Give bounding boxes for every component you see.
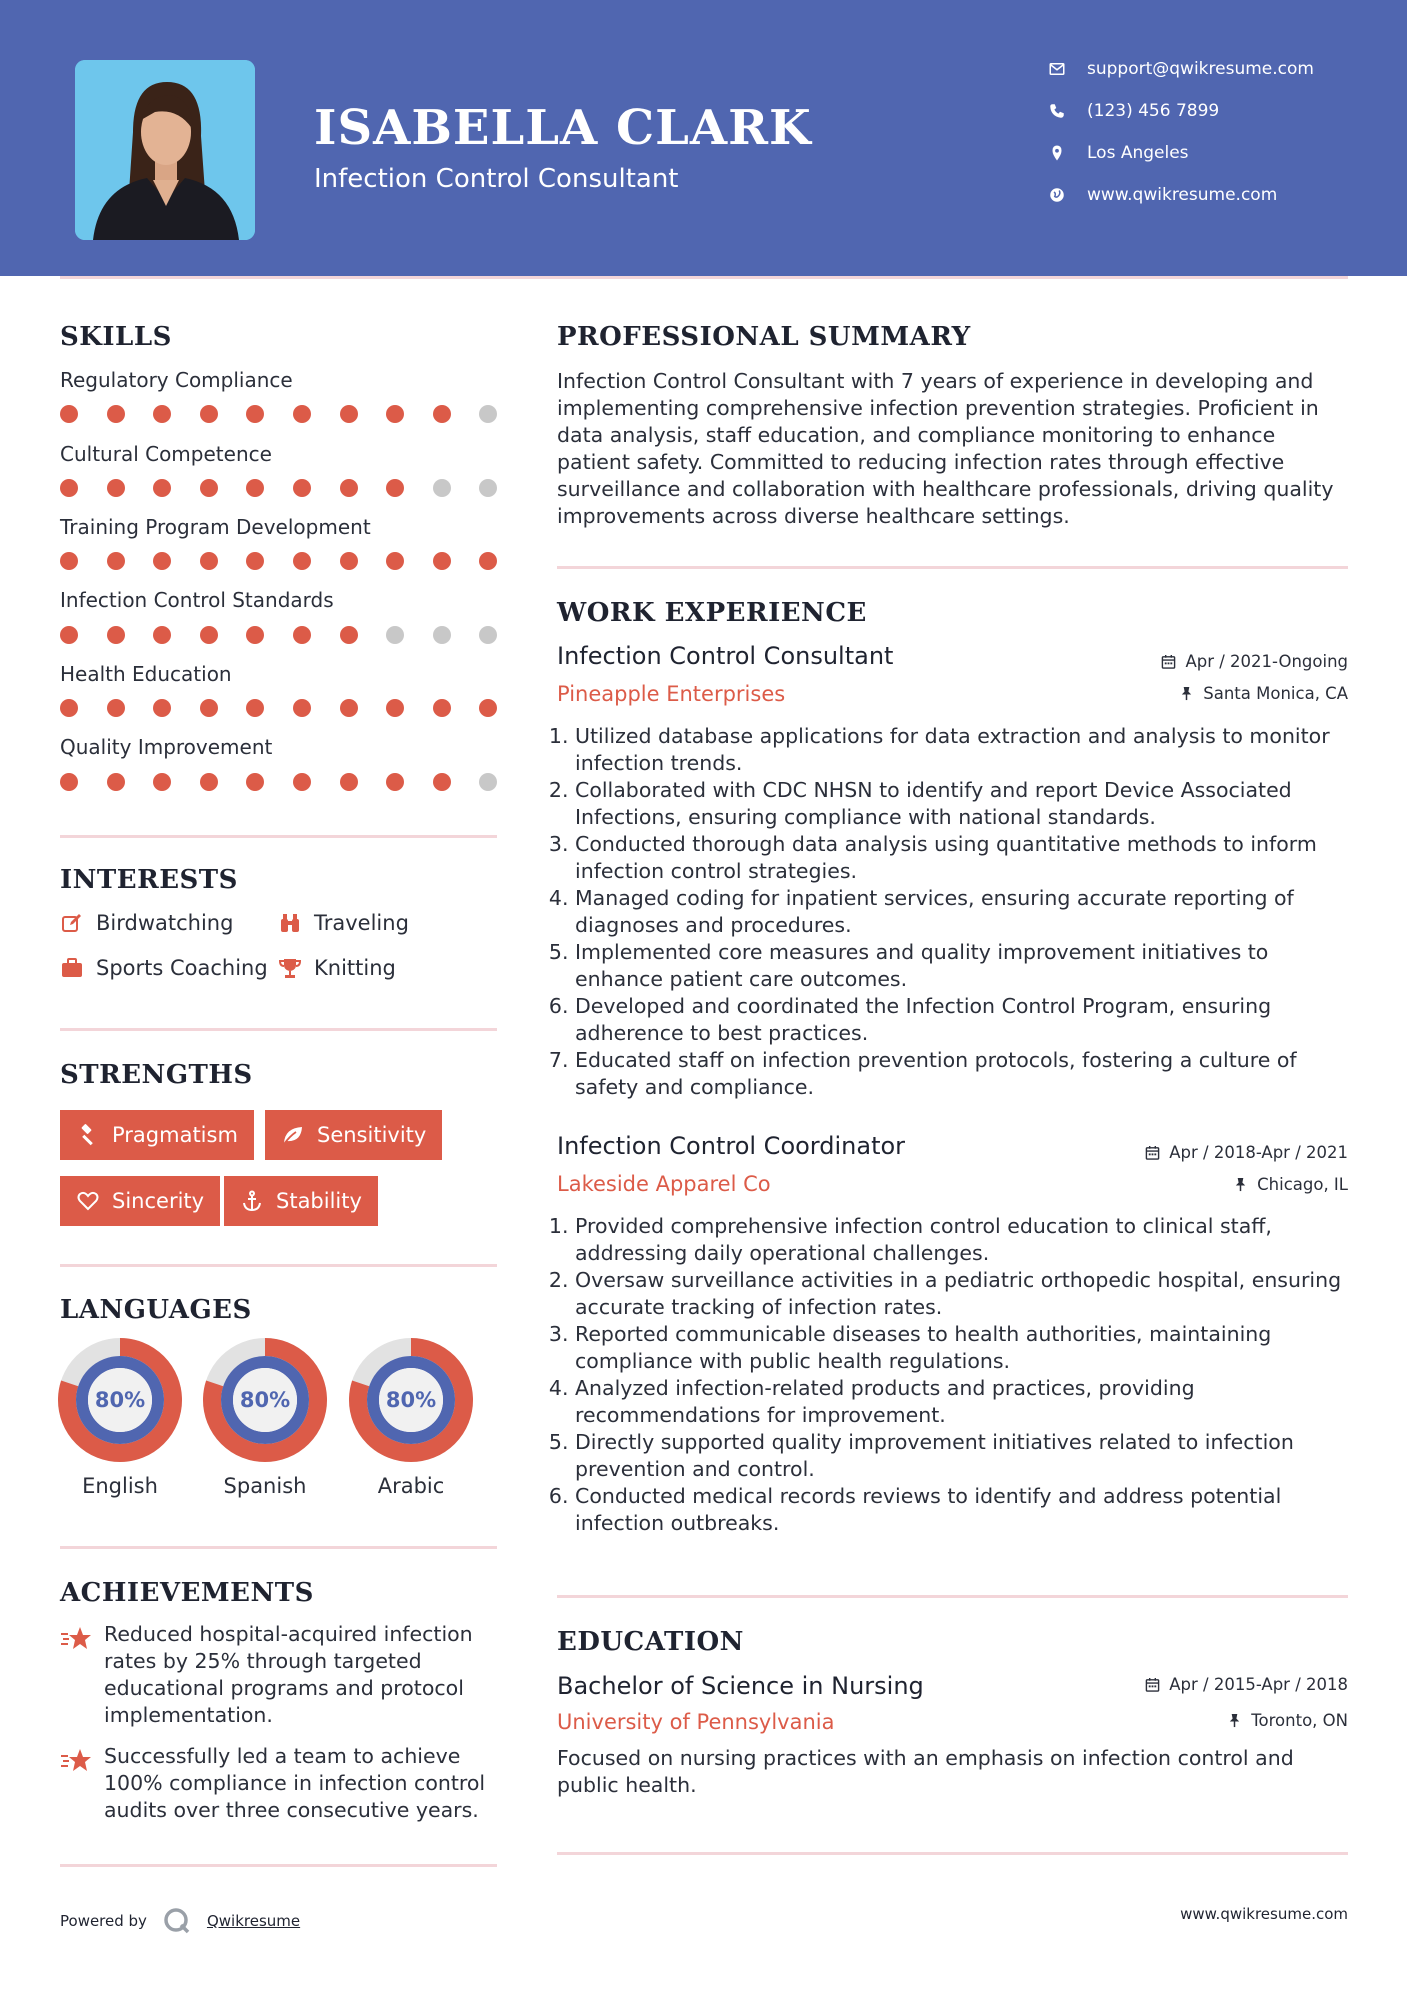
section-divider <box>557 566 1348 569</box>
calendar-icon <box>1161 654 1176 669</box>
language-gauge <box>349 1338 473 1462</box>
degree-title: Bachelor of Science in Nursing <box>557 1672 924 1700</box>
job-date-text: Apr / 2021-Ongoing <box>1185 652 1348 671</box>
language-name: Spanish <box>223 1474 307 1498</box>
skill-dot-filled <box>246 479 264 497</box>
duty-item: 5. Directly supported quality improvement initiatives related to infection prevention and control. <box>575 1429 1352 1483</box>
skill-dot-filled <box>293 479 311 497</box>
skill-rating <box>60 551 500 571</box>
contact-location-text: Los Angeles <box>1087 143 1189 163</box>
job-location <box>1233 1175 1348 1194</box>
strength-tag <box>60 1110 254 1160</box>
duty-item: 6. Developed and coordinated the Infection Control Program, ensuring adherence to best practices. <box>575 993 1352 1047</box>
skill-dot-filled <box>433 773 451 791</box>
duty-item: 1. Provided comprehensive infection control education to clinical staff, addressing daily operational challenges. <box>575 1213 1352 1267</box>
skill-dot-filled <box>433 405 451 423</box>
skill-rating <box>60 772 500 792</box>
strength-tag <box>265 1110 442 1160</box>
skill-dot-filled <box>200 699 218 717</box>
skill-dot-filled <box>107 699 125 717</box>
interest-item <box>60 911 233 935</box>
skill-dot-filled <box>246 773 264 791</box>
briefcase-icon <box>60 956 84 980</box>
pushpin-icon <box>1179 686 1194 701</box>
skill-dot-filled <box>60 773 78 791</box>
strength-tag <box>224 1176 378 1226</box>
skill-dot-filled <box>293 699 311 717</box>
job-duties <box>557 1213 1352 1537</box>
company-name: Pineapple Enterprises <box>557 682 786 706</box>
education-date-text: Apr / 2015-Apr / 2018 <box>1169 1675 1348 1694</box>
interest-item <box>278 911 409 935</box>
footer-powered-by <box>60 1905 300 1937</box>
duty-item: 2. Oversaw surveillance activities in a pediatric orthopedic hospital, ensuring accurate tracking of infection rates. <box>575 1267 1352 1321</box>
education-location <box>1227 1711 1348 1730</box>
skill-dot-filled <box>200 773 218 791</box>
strength-tag <box>60 1176 220 1226</box>
company-name: Lakeside Apparel Co <box>557 1172 771 1196</box>
interest-label: Traveling <box>314 911 409 935</box>
skill-dot-empty <box>479 626 497 644</box>
skill-name: Infection Control Standards <box>60 588 334 612</box>
duty-item: 6. Conducted medical records reviews to identify and address potential infection outbreaks. <box>575 1483 1352 1537</box>
skill-name: Cultural Competence <box>60 442 272 466</box>
skill-dot-filled <box>340 699 358 717</box>
star-badge-icon <box>60 1747 92 1775</box>
skill-dot-filled <box>60 405 78 423</box>
interest-item <box>60 956 268 980</box>
skill-dot-filled <box>153 479 171 497</box>
contact-email-text: support@qwikresume.com <box>1087 59 1314 79</box>
duty-item: 1. Utilized database applications for data extraction and analysis to monitor infection trends. <box>575 723 1352 777</box>
skill-name: Regulatory Compliance <box>60 368 293 392</box>
skill-dot-empty <box>433 626 451 644</box>
skill-dot-filled <box>107 479 125 497</box>
strength-label: Sincerity <box>112 1189 205 1213</box>
experience-heading: WORK EXPERIENCE <box>557 598 867 628</box>
skill-dot-filled <box>107 773 125 791</box>
strength-label: Sensitivity <box>317 1123 427 1147</box>
section-divider <box>60 1546 497 1549</box>
pencil-square-icon <box>60 911 84 935</box>
candidate-role: Infection Control Consultant <box>314 164 679 194</box>
language-gauge <box>58 1338 182 1462</box>
skill-dot-filled <box>340 405 358 423</box>
strength-label: Pragmatism <box>112 1123 238 1147</box>
gavel-icon <box>76 1123 100 1147</box>
pushpin-icon <box>1233 1177 1248 1192</box>
skill-dot-empty <box>433 479 451 497</box>
skill-rating <box>60 625 500 645</box>
skill-dot-filled <box>433 552 451 570</box>
strength-label: Stability <box>276 1189 362 1213</box>
skill-dot-filled <box>293 552 311 570</box>
skill-dot-filled <box>107 552 125 570</box>
qwikresume-logo-icon <box>161 1905 193 1937</box>
candidate-name: ISABELLA CLARK <box>314 100 812 156</box>
contact-phone[interactable] <box>1048 96 1219 126</box>
job-date <box>1145 1143 1348 1162</box>
job-title: Infection Control Coordinator <box>557 1132 906 1160</box>
skill-dot-filled <box>246 699 264 717</box>
skill-dot-filled <box>200 626 218 644</box>
education-location-text: Toronto, ON <box>1251 1711 1348 1730</box>
section-divider <box>557 1595 1348 1598</box>
language-percent: 80% <box>94 1388 146 1412</box>
leaf-icon <box>281 1123 305 1147</box>
skill-dot-filled <box>386 405 404 423</box>
footer-website-link[interactable]: www.qwikresume.com <box>1180 1905 1348 1923</box>
contact-website[interactable] <box>1048 180 1277 210</box>
calendar-icon <box>1145 1677 1160 1692</box>
duty-item: 3. Conducted thorough data analysis using quantitative methods to inform infection control strategies. <box>575 831 1352 885</box>
language-percent: 80% <box>239 1388 291 1412</box>
duty-item: 4. Managed coding for inpatient services, ensuring accurate reporting of diagnoses and procedures. <box>575 885 1352 939</box>
skill-rating <box>60 698 500 718</box>
calendar-icon <box>1145 1145 1160 1160</box>
job-location-text: Santa Monica, CA <box>1203 684 1348 703</box>
contact-phone-text: (123) 456 7899 <box>1087 101 1220 121</box>
contact-email[interactable] <box>1048 54 1314 84</box>
skill-dot-filled <box>200 405 218 423</box>
binoculars-icon <box>278 911 302 935</box>
location-pin-icon <box>1048 144 1066 162</box>
achievement-item <box>60 1743 500 1824</box>
skill-dot-filled <box>386 773 404 791</box>
skill-rating <box>60 404 500 424</box>
duty-item: 2. Collaborated with CDC NHSN to identify and report Device Associated Infections, ensuring compliance with national standards. <box>575 777 1352 831</box>
skill-dot-filled <box>293 626 311 644</box>
skill-dot-filled <box>107 405 125 423</box>
skill-dot-empty <box>479 479 497 497</box>
education-heading: EDUCATION <box>557 1627 744 1657</box>
skill-dot-filled <box>246 626 264 644</box>
achievements-heading: ACHIEVEMENTS <box>60 1578 314 1608</box>
strengths-heading: STRENGTHS <box>60 1060 253 1090</box>
resume-header <box>0 0 1407 276</box>
interest-item <box>278 956 396 980</box>
skill-dot-filled <box>479 699 497 717</box>
skill-dot-filled <box>60 699 78 717</box>
skill-dot-filled <box>153 773 171 791</box>
interest-label: Birdwatching <box>96 911 234 935</box>
skill-dot-filled <box>153 405 171 423</box>
duty-item: 7. Educated staff on infection prevention protocols, fostering a culture of safety and compliance. <box>575 1047 1352 1101</box>
education-date <box>1145 1675 1348 1694</box>
skill-name: Health Education <box>60 662 232 686</box>
section-divider <box>60 1864 497 1867</box>
skill-name: Quality Improvement <box>60 735 273 759</box>
qwikresume-link[interactable]: Qwikresume <box>206 1912 301 1930</box>
summary-text: Infection Control Consultant with 7 years of experience in developing and implementing comprehensive infection prevention strategies. Proficient in data analysis, staff education, and compliance monitoring to enhance patient safety. Committed to reducing infection rates through effective surveillance and collaboration with healthcare professionals, driving quality improvements across diverse healthcare settings. <box>557 369 1334 528</box>
achievement-text: Successfully led a team to achieve 100% compliance in infection control audits over three consecutive years. <box>104 1744 486 1822</box>
profile-photo <box>75 60 255 240</box>
skill-dot-empty <box>386 626 404 644</box>
skill-dot-filled <box>246 552 264 570</box>
globe-icon <box>1048 186 1066 204</box>
skill-dot-filled <box>433 699 451 717</box>
duty-item: 5. Implemented core measures and quality improvement initiatives to enhance patient care outcomes. <box>575 939 1352 993</box>
star-badge-icon <box>60 1625 92 1653</box>
skill-dot-filled <box>386 699 404 717</box>
job-duties <box>557 723 1352 1101</box>
skill-dot-filled <box>386 479 404 497</box>
duty-item: 4. Analyzed infection-related products and practices, providing recommendations for improvement. <box>575 1375 1352 1429</box>
header-divider <box>60 276 1348 279</box>
skill-dot-filled <box>200 552 218 570</box>
skill-dot-filled <box>107 626 125 644</box>
skill-rating <box>60 478 500 498</box>
achievement-text: Reduced hospital-acquired infection rates by 25% through targeted educational programs and protocol implementation. <box>104 1622 473 1727</box>
heart-icon <box>76 1189 100 1213</box>
section-divider <box>60 835 497 838</box>
language-percent: 80% <box>385 1388 437 1412</box>
anchor-icon <box>240 1189 264 1213</box>
skills-heading: SKILLS <box>60 322 172 352</box>
skill-dot-filled <box>246 405 264 423</box>
job-location <box>1179 684 1348 703</box>
skill-dot-filled <box>60 479 78 497</box>
job-date-text: Apr / 2018-Apr / 2021 <box>1169 1143 1348 1162</box>
job-location-text: Chicago, IL <box>1257 1175 1348 1194</box>
contact-website-text: www.qwikresume.com <box>1087 185 1278 205</box>
skill-dot-filled <box>153 552 171 570</box>
summary-heading: PROFESSIONAL SUMMARY <box>557 322 971 352</box>
skill-dot-filled <box>153 626 171 644</box>
trophy-icon <box>278 956 302 980</box>
skill-dot-filled <box>60 552 78 570</box>
skill-dot-filled <box>340 773 358 791</box>
language-name: Arabic <box>377 1474 445 1498</box>
skill-dot-filled <box>60 626 78 644</box>
achievement-item <box>60 1621 500 1729</box>
duty-item: 3. Reported communicable diseases to health authorities, maintaining compliance with public health regulations. <box>575 1321 1352 1375</box>
skill-dot-filled <box>340 479 358 497</box>
skill-dot-empty <box>479 405 497 423</box>
section-divider <box>557 1852 1348 1855</box>
interest-label: Knitting <box>314 956 396 980</box>
skill-dot-filled <box>340 552 358 570</box>
skill-name: Training Program Development <box>60 515 371 539</box>
envelope-icon <box>1048 60 1066 78</box>
languages-heading: LANGUAGES <box>60 1295 252 1325</box>
interests-heading: INTERESTS <box>60 865 238 895</box>
job-title: Infection Control Consultant <box>557 642 894 670</box>
skill-dot-filled <box>153 699 171 717</box>
skill-dot-filled <box>479 552 497 570</box>
skill-dot-empty <box>479 773 497 791</box>
skill-dot-filled <box>293 773 311 791</box>
section-divider <box>60 1028 497 1031</box>
skill-dot-filled <box>293 405 311 423</box>
contact-location <box>1048 138 1189 168</box>
powered-by-label: Powered by <box>60 1912 147 1930</box>
language-gauge <box>203 1338 327 1462</box>
interest-label: Sports Coaching <box>96 956 268 980</box>
skill-dot-filled <box>386 552 404 570</box>
pushpin-icon <box>1227 1713 1242 1728</box>
education-description: Focused on nursing practices with an emphasis on infection control and public health. <box>557 1746 1294 1797</box>
phone-icon <box>1048 102 1066 120</box>
job-date <box>1161 652 1348 671</box>
section-divider <box>60 1264 497 1267</box>
school-name: University of Pennsylvania <box>557 1710 835 1734</box>
skill-dot-filled <box>200 479 218 497</box>
skill-dot-filled <box>340 626 358 644</box>
language-name: English <box>82 1474 158 1498</box>
